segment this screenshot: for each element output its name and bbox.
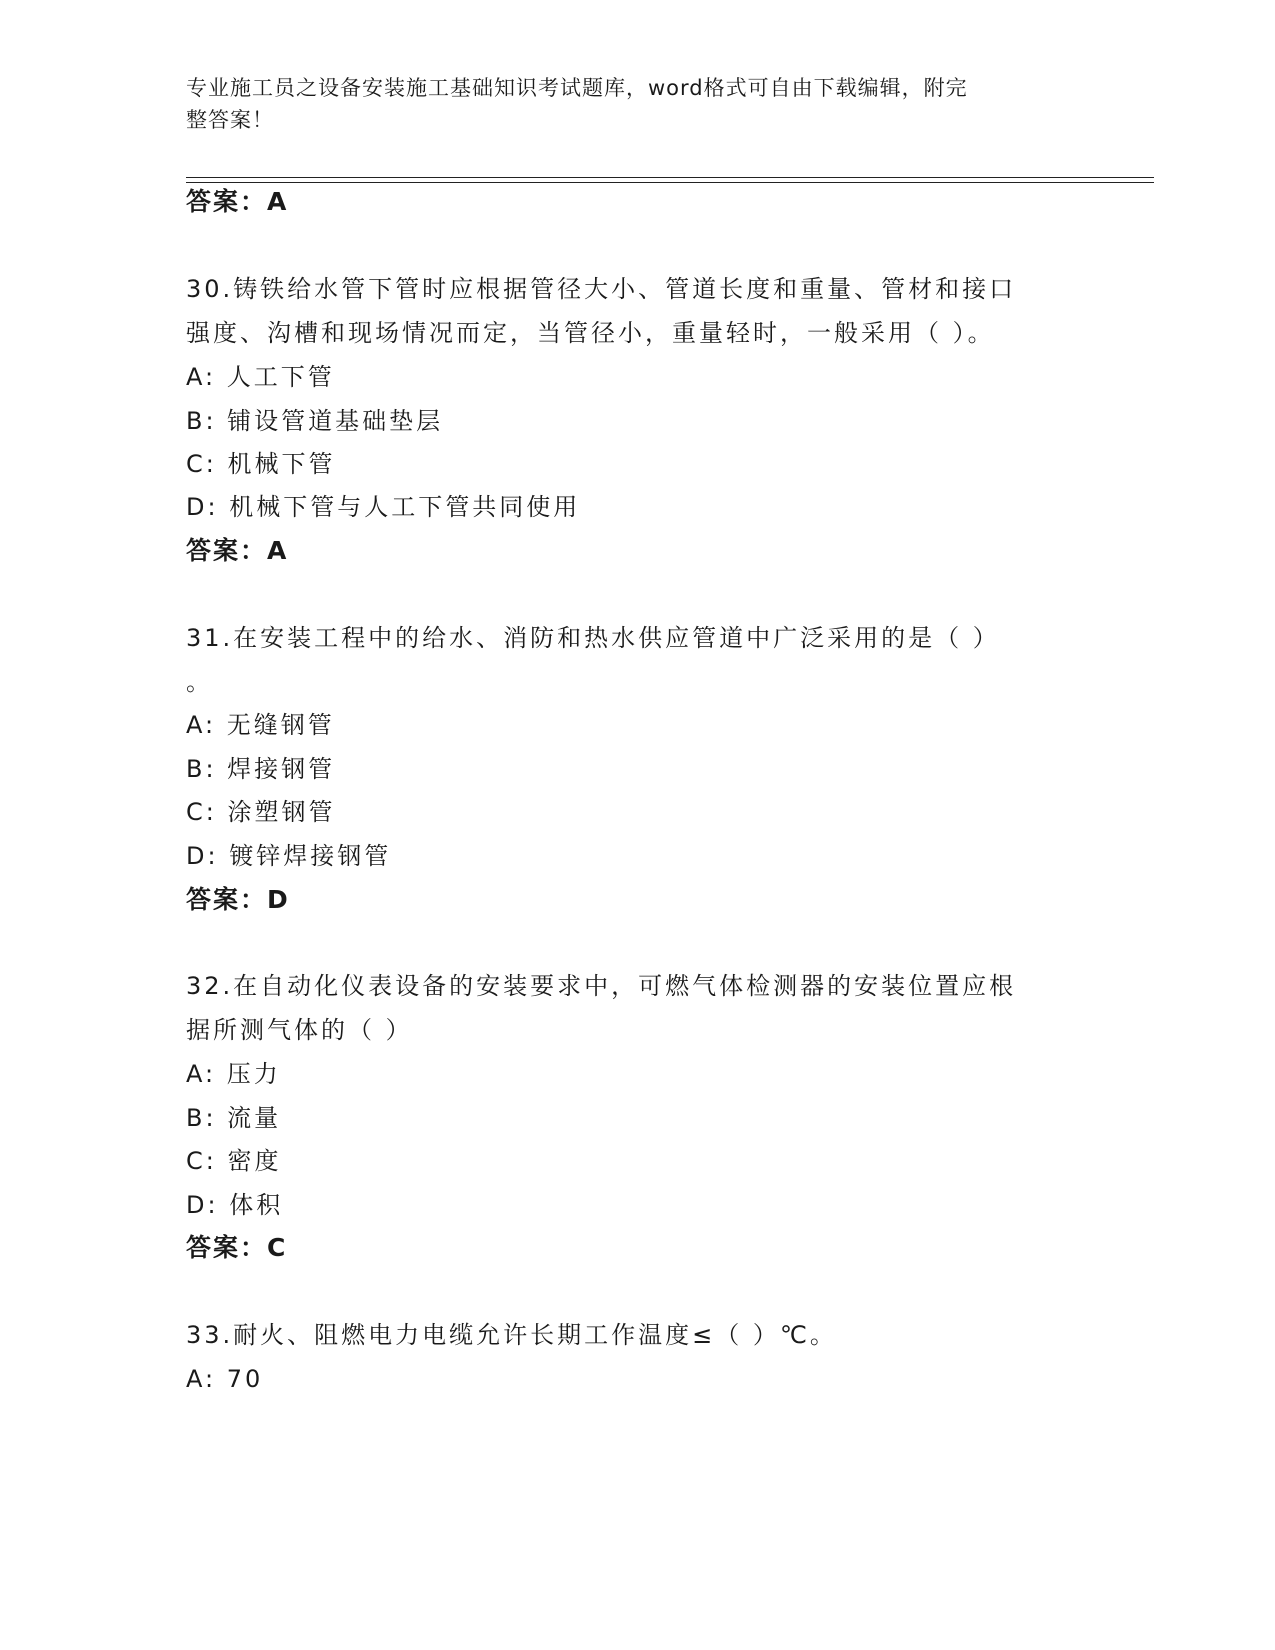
question-31-option-c: C: 涂塑钢管 (186, 798, 336, 826)
question-33-option-a: A: 70 (186, 1365, 264, 1393)
question-32-option-a: A: 压力 (186, 1060, 281, 1088)
answer-32: 答案：C (186, 1233, 288, 1262)
question-32-option-d: D: 体积 (186, 1191, 284, 1219)
question-30-line-2: 强度、沟槽和现场情况而定，当管径小，重量轻时，一般采用（ ）。 (186, 319, 995, 347)
header-line-2: 整答案！ (186, 108, 274, 132)
header-rule-top (186, 177, 1154, 178)
header-line-1: 专业施工员之设备安装施工基础知识考试题库，word格式可自由下载编辑，附完 (186, 76, 968, 100)
question-31-line-2: 。 (186, 668, 213, 696)
question-30-line-1: 30.铸铁给水管下管时应根据管径大小、管道长度和重量、管材和接口 (186, 275, 1017, 303)
question-32-option-c: C: 密度 (186, 1147, 282, 1175)
header-rule-bottom (186, 182, 1154, 183)
question-32-line-2: 据所测气体的（ ） (186, 1016, 413, 1044)
question-33-line-1: 33.耐火、阻燃电力电缆允许长期工作温度≤（ ）℃。 (186, 1321, 837, 1349)
answer-30: 答案：A (186, 536, 289, 565)
question-31-option-d: D: 镀锌焊接钢管 (186, 842, 392, 870)
question-30-option-a: A: 人工下管 (186, 363, 335, 391)
question-31-line-1: 31.在安装工程中的给水、消防和热水供应管道中广泛采用的是（ ） (186, 624, 1000, 652)
answer-31: 答案：D (186, 885, 290, 914)
question-32-line-1: 32.在自动化仪表设备的安装要求中，可燃气体检测器的安装位置应根 (186, 972, 1017, 1000)
question-30-option-d: D: 机械下管与人工下管共同使用 (186, 493, 581, 521)
question-31-option-a: A: 无缝钢管 (186, 711, 335, 739)
answer-29: 答案：A (186, 187, 289, 216)
question-30-option-b: B: 铺设管道基础垫层 (186, 407, 444, 435)
document-header (186, 72, 1066, 136)
question-31-option-b: B: 焊接钢管 (186, 755, 336, 783)
question-30-option-c: C: 机械下管 (186, 450, 336, 478)
question-32-option-b: B: 流量 (186, 1104, 282, 1132)
